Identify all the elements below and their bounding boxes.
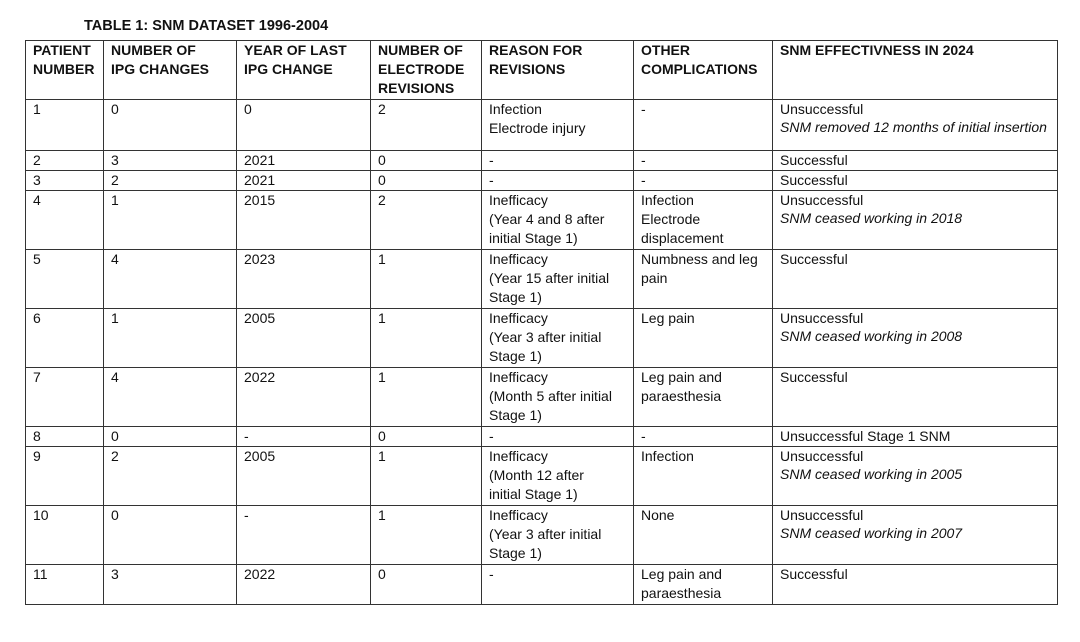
effectiveness-cell: [773, 191, 1058, 250]
column-header-line: REVISIONS: [378, 80, 455, 96]
complications-line: paraesthesia: [641, 388, 722, 404]
table-body: [26, 100, 1058, 605]
reason-line: Infection: [489, 101, 542, 117]
effectiveness-status: Successful: [780, 172, 848, 188]
effectiveness-status: Successful: [780, 152, 848, 168]
ipg-changes-value: 0: [111, 101, 119, 117]
patient-value: 8: [33, 428, 41, 444]
last-ipg-value: 2022: [244, 369, 276, 385]
complications-line: -: [641, 101, 646, 117]
last-ipg-cell: [237, 506, 371, 565]
electrode-revisions-value: 1: [378, 448, 386, 464]
column-header-line: REASON FOR: [489, 42, 583, 58]
reason-cell: [482, 100, 634, 151]
last-ipg-value: 2005: [244, 310, 276, 326]
last-ipg-cell: [237, 309, 371, 368]
ipg-changes-value: 3: [111, 152, 119, 168]
table-row: [26, 427, 1058, 447]
patient-cell: [26, 565, 104, 605]
last-ipg-cell: [237, 368, 371, 427]
effectiveness-note: SNM ceased working in 2018: [780, 210, 963, 226]
last-ipg-cell: [237, 427, 371, 447]
electrode-revisions-value: 2: [378, 101, 386, 117]
effectiveness-status: Unsuccessful Stage 1 SNM: [780, 428, 951, 444]
ipg-changes-cell: [104, 565, 237, 605]
effectiveness-cell: [773, 447, 1058, 506]
electrode-revisions-cell: [371, 191, 482, 250]
reason-line: -: [489, 172, 494, 188]
effectiveness-note: SNM removed 12 months of initial insertion: [780, 119, 1047, 135]
electrode-revisions-value: 0: [378, 566, 386, 582]
complications-cell: [634, 506, 773, 565]
complications-line: None: [641, 507, 675, 523]
complications-line: pain: [641, 270, 668, 286]
complications-cell: [634, 427, 773, 447]
complications-cell: [634, 309, 773, 368]
column-header-line: PATIENT: [33, 42, 91, 58]
patient-value: 4: [33, 192, 41, 208]
reason-line: Inefficacy: [489, 310, 548, 326]
reason-cell: [482, 250, 634, 309]
complications-cell: [634, 100, 773, 151]
effectiveness-cell: [773, 506, 1058, 565]
patient-cell: [26, 368, 104, 427]
reason-line: (Year 3 after initial: [489, 526, 602, 542]
last-ipg-value: 2021: [244, 152, 276, 168]
column-header-line: NUMBER: [33, 61, 95, 77]
complications-line: Leg pain and: [641, 566, 722, 582]
complications-cell: [634, 368, 773, 427]
ipg-changes-cell: [104, 368, 237, 427]
electrode-revisions-cell: [371, 447, 482, 506]
electrode-revisions-cell: [371, 565, 482, 605]
last-ipg-value: -: [244, 428, 249, 444]
last-ipg-cell: [237, 100, 371, 151]
reason-cell: [482, 309, 634, 368]
complications-line: -: [641, 152, 646, 168]
ipg-changes-value: 1: [111, 192, 119, 208]
reason-line: Inefficacy: [489, 369, 548, 385]
ipg-changes-value: 2: [111, 448, 119, 464]
table-row: [26, 506, 1058, 565]
complications-line: displacement: [641, 230, 724, 246]
column-header: [482, 41, 634, 100]
reason-line: Inefficacy: [489, 251, 548, 267]
column-header-line: YEAR OF LAST: [244, 42, 347, 58]
ipg-changes-value: 3: [111, 566, 119, 582]
table-row: [26, 368, 1058, 427]
reason-line: Inefficacy: [489, 448, 548, 464]
reason-line: Stage 1): [489, 545, 542, 561]
reason-line: -: [489, 152, 494, 168]
patient-value: 11: [33, 566, 48, 582]
ipg-changes-value: 1: [111, 310, 119, 326]
electrode-revisions-value: 1: [378, 251, 386, 267]
reason-cell: [482, 506, 634, 565]
complications-line: Infection: [641, 448, 694, 464]
patient-cell: [26, 427, 104, 447]
complications-line: Infection: [641, 192, 694, 208]
table-row: [26, 151, 1058, 171]
ipg-changes-cell: [104, 100, 237, 151]
ipg-changes-cell: [104, 191, 237, 250]
ipg-changes-cell: [104, 427, 237, 447]
electrode-revisions-cell: [371, 151, 482, 171]
table-row: [26, 191, 1058, 250]
ipg-changes-cell: [104, 309, 237, 368]
electrode-revisions-value: 2: [378, 192, 386, 208]
reason-line: Stage 1): [489, 348, 542, 364]
effectiveness-cell: [773, 309, 1058, 368]
electrode-revisions-value: 1: [378, 369, 386, 385]
patient-cell: [26, 151, 104, 171]
column-header-line: IPG CHANGE: [244, 61, 333, 77]
table-row: [26, 250, 1058, 309]
last-ipg-cell: [237, 250, 371, 309]
reason-line: -: [489, 566, 494, 582]
table-row: [26, 100, 1058, 151]
last-ipg-cell: [237, 171, 371, 191]
reason-cell: [482, 368, 634, 427]
patient-value: 3: [33, 172, 41, 188]
reason-cell: [482, 427, 634, 447]
ipg-changes-cell: [104, 171, 237, 191]
patient-value: 5: [33, 251, 41, 267]
column-header: [371, 41, 482, 100]
ipg-changes-cell: [104, 250, 237, 309]
electrode-revisions-value: 0: [378, 428, 386, 444]
snm-dataset-table: [25, 40, 1058, 605]
last-ipg-value: 2021: [244, 172, 276, 188]
complications-cell: [634, 447, 773, 506]
patient-cell: [26, 506, 104, 565]
last-ipg-cell: [237, 191, 371, 250]
patient-cell: [26, 100, 104, 151]
ipg-changes-value: 0: [111, 428, 119, 444]
last-ipg-cell: [237, 151, 371, 171]
complications-line: Leg pain and: [641, 369, 722, 385]
reason-line: Stage 1): [489, 289, 542, 305]
electrode-revisions-cell: [371, 250, 482, 309]
column-header-line: REVISIONS: [489, 61, 566, 77]
complications-cell: [634, 250, 773, 309]
reason-line: Inefficacy: [489, 507, 548, 523]
reason-line: (Year 3 after initial: [489, 329, 602, 345]
patient-value: 6: [33, 310, 41, 326]
header-row: [26, 41, 1058, 100]
electrode-revisions-cell: [371, 506, 482, 565]
reason-cell: [482, 171, 634, 191]
column-header-line: ELECTRODE: [378, 61, 465, 77]
patient-cell: [26, 171, 104, 191]
column-header: [104, 41, 237, 100]
reason-line: Inefficacy: [489, 192, 548, 208]
last-ipg-value: 0: [244, 101, 252, 117]
reason-cell: [482, 151, 634, 171]
complications-line: -: [641, 428, 646, 444]
ipg-changes-value: 0: [111, 507, 119, 523]
complications-line: Numbness and leg: [641, 251, 758, 267]
last-ipg-value: 2023: [244, 251, 276, 267]
effectiveness-status: Unsuccessful: [780, 101, 864, 117]
column-header-line: COMPLICATIONS: [641, 61, 758, 77]
patient-value: 9: [33, 448, 41, 464]
complications-line: -: [641, 172, 646, 188]
column-header: [237, 41, 371, 100]
effectiveness-cell: [773, 250, 1058, 309]
reason-line: (Year 4 and 8 after: [489, 211, 605, 227]
electrode-revisions-value: 0: [378, 172, 386, 188]
patient-value: 7: [33, 369, 41, 385]
last-ipg-value: -: [244, 507, 249, 523]
complications-cell: [634, 151, 773, 171]
complications-line: paraesthesia: [641, 585, 722, 601]
electrode-revisions-cell: [371, 309, 482, 368]
column-header: [773, 41, 1058, 100]
effectiveness-status: Unsuccessful: [780, 310, 864, 326]
electrode-revisions-cell: [371, 368, 482, 427]
effectiveness-cell: [773, 368, 1058, 427]
reason-line: Electrode injury: [489, 120, 586, 136]
effectiveness-note: SNM ceased working in 2005: [780, 466, 963, 482]
last-ipg-value: 2005: [244, 448, 276, 464]
effectiveness-cell: [773, 565, 1058, 605]
reason-line: (Month 12 after: [489, 467, 584, 483]
table-row: [26, 447, 1058, 506]
patient-cell: [26, 250, 104, 309]
effectiveness-cell: [773, 171, 1058, 191]
reason-line: -: [489, 428, 494, 444]
electrode-revisions-value: 1: [378, 507, 386, 523]
electrode-revisions-cell: [371, 171, 482, 191]
complications-cell: [634, 171, 773, 191]
reason-cell: [482, 447, 634, 506]
electrode-revisions-cell: [371, 100, 482, 151]
column-header: [26, 41, 104, 100]
reason-line: initial Stage 1): [489, 486, 578, 502]
electrode-revisions-value: 0: [378, 152, 386, 168]
effectiveness-status: Unsuccessful: [780, 507, 864, 523]
reason-line: (Year 15 after initial: [489, 270, 610, 286]
reason-line: initial Stage 1): [489, 230, 578, 246]
effectiveness-status: Successful: [780, 566, 848, 582]
electrode-revisions-cell: [371, 427, 482, 447]
complications-cell: [634, 191, 773, 250]
table-row: [26, 171, 1058, 191]
ipg-changes-value: 4: [111, 369, 119, 385]
patient-cell: [26, 191, 104, 250]
effectiveness-status: Unsuccessful: [780, 448, 864, 464]
effectiveness-note: SNM ceased working in 2007: [780, 525, 963, 541]
reason-line: Stage 1): [489, 407, 542, 423]
effectiveness-cell: [773, 427, 1058, 447]
column-header-line: OTHER: [641, 42, 690, 58]
table-row: [26, 565, 1058, 605]
effectiveness-status: Unsuccessful: [780, 192, 864, 208]
effectiveness-cell: [773, 151, 1058, 171]
electrode-revisions-value: 1: [378, 310, 386, 326]
ipg-changes-value: 4: [111, 251, 119, 267]
effectiveness-status: Successful: [780, 369, 848, 385]
complications-line: Leg pain: [641, 310, 695, 326]
table-title: TABLE 1: SNM DATASET 1996-2004: [84, 18, 329, 34]
ipg-changes-value: 2: [111, 172, 119, 188]
patient-cell: [26, 309, 104, 368]
effectiveness-status: Successful: [780, 251, 848, 267]
complications-line: Electrode: [641, 211, 701, 227]
column-header-line: IPG CHANGES: [111, 61, 210, 77]
patient-value: 1: [33, 101, 41, 117]
column-header: [634, 41, 773, 100]
ipg-changes-cell: [104, 506, 237, 565]
last-ipg-cell: [237, 565, 371, 605]
effectiveness-cell: [773, 100, 1058, 151]
effectiveness-note: SNM ceased working in 2008: [780, 328, 963, 344]
reason-line: (Month 5 after initial: [489, 388, 612, 404]
column-header-line: NUMBER OF: [111, 42, 196, 58]
patient-value: 2: [33, 152, 41, 168]
last-ipg-value: 2015: [244, 192, 276, 208]
reason-cell: [482, 565, 634, 605]
reason-cell: [482, 191, 634, 250]
table-row: [26, 309, 1058, 368]
ipg-changes-cell: [104, 447, 237, 506]
last-ipg-value: 2022: [244, 566, 276, 582]
ipg-changes-cell: [104, 151, 237, 171]
last-ipg-cell: [237, 447, 371, 506]
complications-cell: [634, 565, 773, 605]
column-header-line: SNM EFFECTIVNESS IN 2024: [780, 42, 974, 58]
column-header-line: NUMBER OF: [378, 42, 463, 58]
patient-cell: [26, 447, 104, 506]
patient-value: 10: [33, 507, 49, 523]
